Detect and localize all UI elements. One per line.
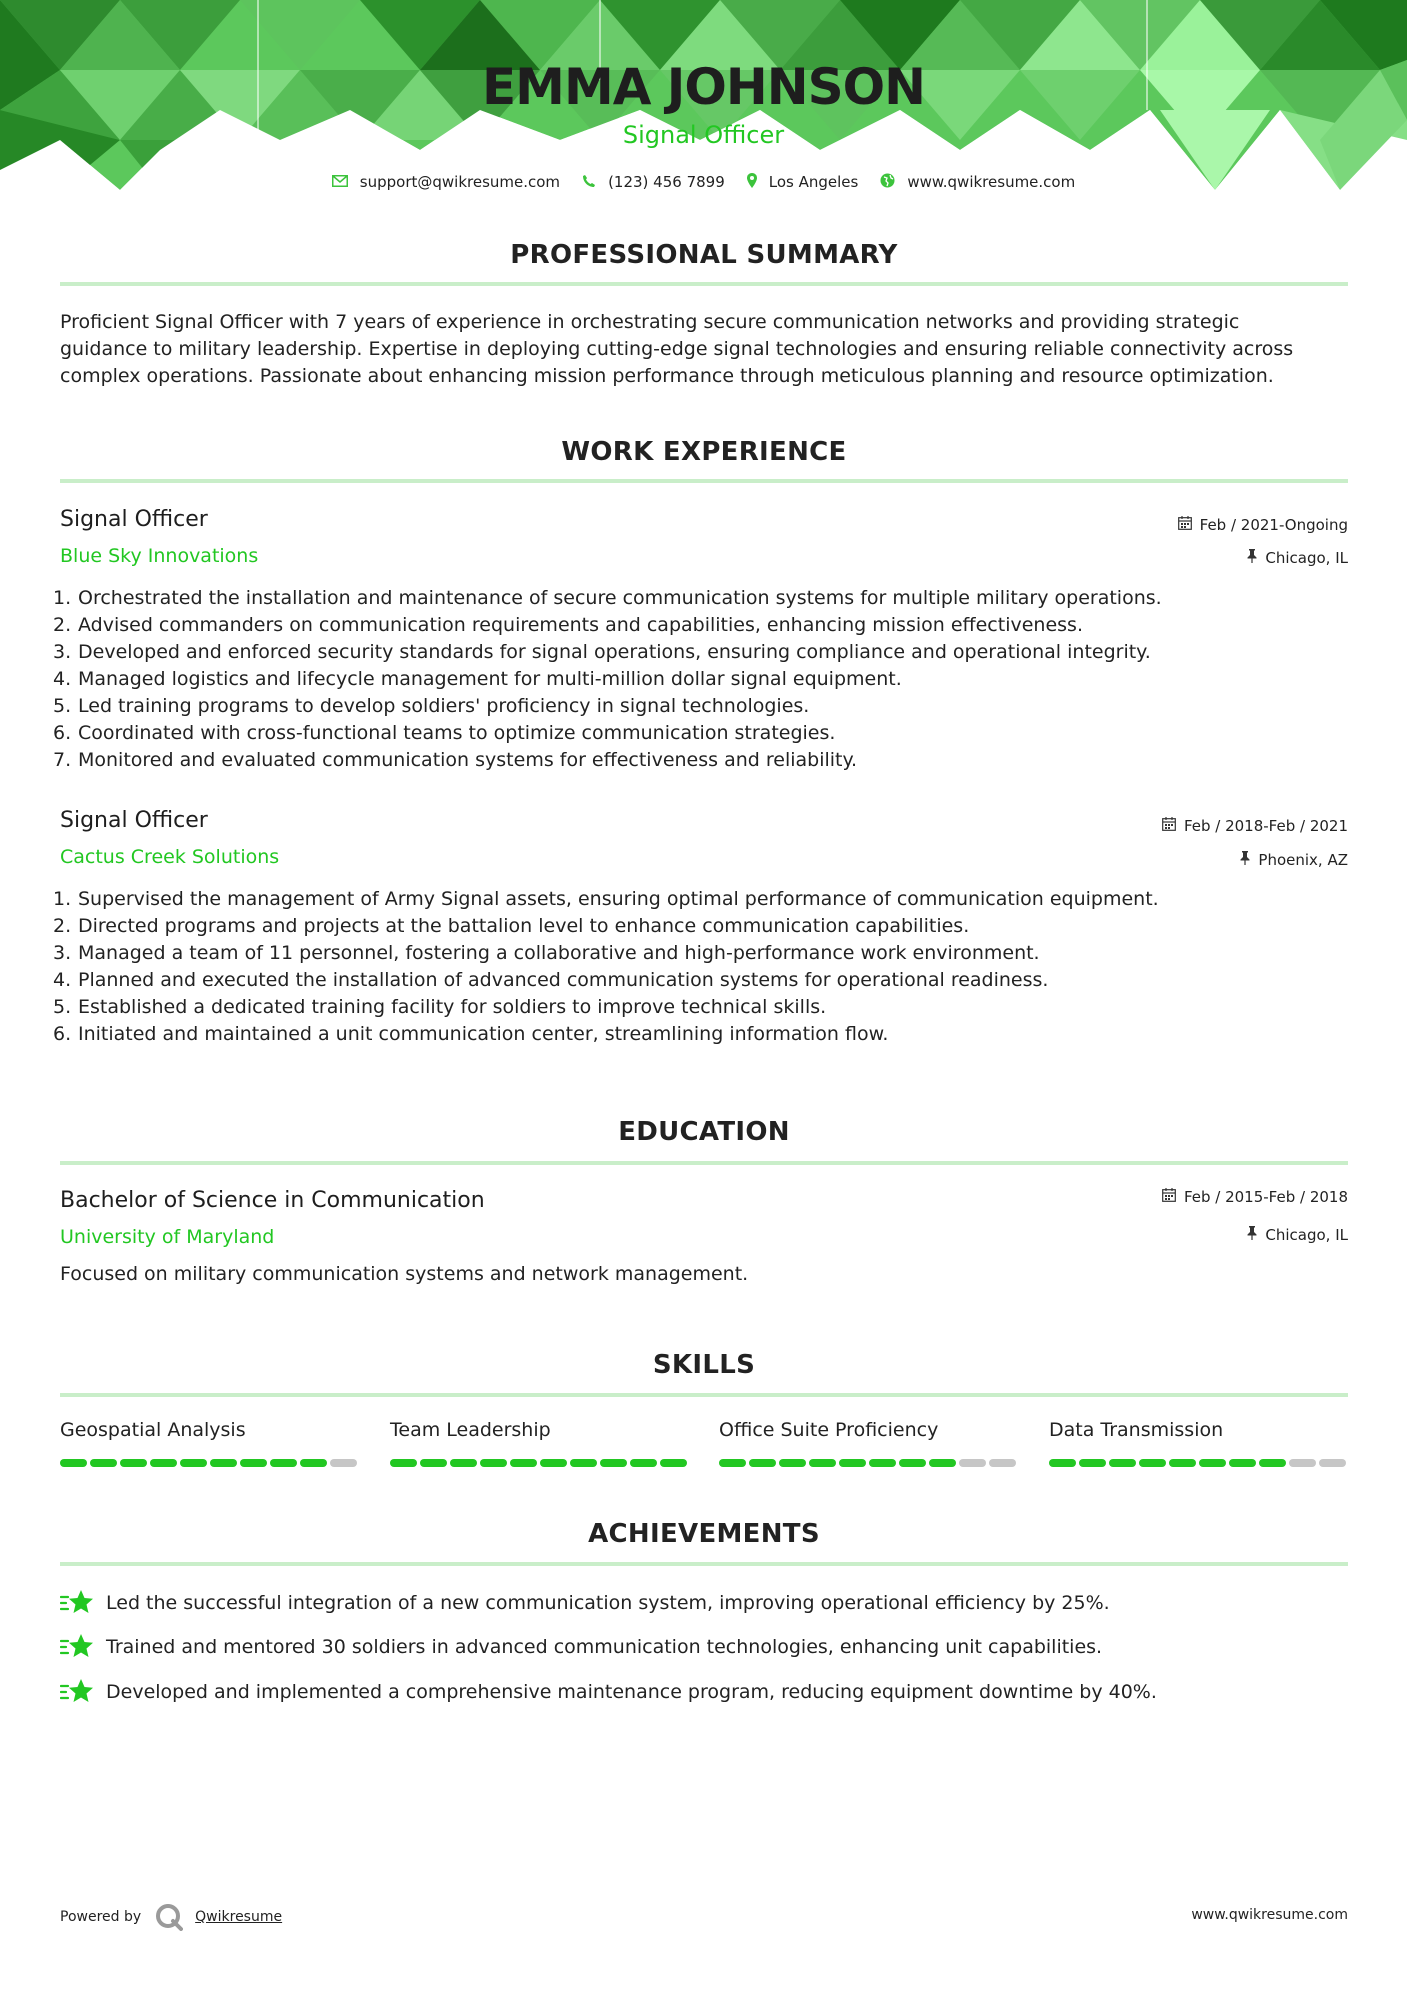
star-icon <box>60 1588 94 1618</box>
job-dates <box>1178 516 1348 534</box>
skill-segment-filled <box>300 1459 327 1467</box>
job-location <box>1247 549 1348 567</box>
degree-title: Bachelor of Science in Communication <box>60 1188 485 1213</box>
skill-level-bar <box>60 1459 360 1467</box>
skill-segment-filled <box>480 1459 507 1467</box>
skill-segment-filled <box>719 1459 746 1467</box>
summary-heading: PROFESSIONAL SUMMARY <box>510 240 898 270</box>
map-pin-icon <box>747 173 757 191</box>
job-title: Signal Officer <box>60 507 208 532</box>
skill-item <box>719 1419 1019 1441</box>
calendar-icon <box>1178 516 1192 534</box>
list-item: 2. Directed programs and projects at the battalion level to enhance communication capabilities. <box>53 915 970 937</box>
skill-segment-filled <box>150 1459 177 1467</box>
skill-segment-filled <box>899 1459 926 1467</box>
job-title: Signal Officer <box>60 808 208 833</box>
education-dates <box>1162 1188 1348 1206</box>
calendar-icon <box>1162 817 1176 835</box>
contact-website[interactable] <box>880 173 1075 191</box>
skill-segment-filled <box>240 1459 267 1467</box>
skill-segment-filled <box>420 1459 447 1467</box>
list-item: 5. Led training programs to develop soldiers' proficiency in signal technologies. <box>53 695 810 717</box>
skills-heading: SKILLS <box>652 1350 756 1380</box>
list-item: 3. Developed and enforced security standards for signal operations, ensuring compliance and operational integrity. <box>53 641 1151 663</box>
contact-bar <box>0 173 1407 191</box>
skill-segment-filled <box>510 1459 537 1467</box>
company-name: Cactus Creek Solutions <box>60 846 280 868</box>
list-item: 5. Established a dedicated training facility for soldiers to improve technical skills. <box>53 996 827 1018</box>
summary-line: guidance to military leadership. Expertise in deploying cutting-edge signal technologies and ensuring reliable connectivity across <box>60 338 1294 360</box>
job-dates-text: Feb / 2018-Feb / 2021 <box>1183 817 1348 835</box>
education-description: Focused on military communication systems and network management. <box>60 1263 749 1285</box>
skill-segment-filled <box>390 1459 417 1467</box>
skill-level-bar <box>1049 1459 1349 1467</box>
list-item: 1. Orchestrated the installation and maintenance of secure communication systems for multiple military operations. <box>53 587 1162 609</box>
powered-by-label: Powered by <box>60 1909 142 1925</box>
achievement-text: Trained and mentored 30 soldiers in advanced communication technologies, enhancing unit capabilities. <box>106 1636 1103 1658</box>
skills-divider <box>60 1393 1348 1397</box>
brand-link[interactable]: Qwikresume <box>195 1909 283 1925</box>
job-location-text: Chicago, IL <box>1265 549 1348 567</box>
skill-segment-filled <box>779 1459 806 1467</box>
skill-name: Team Leadership <box>390 1419 551 1441</box>
skill-segment-filled <box>809 1459 836 1467</box>
job-dates <box>1162 817 1348 835</box>
contact-email[interactable] <box>332 173 560 191</box>
footer-credit <box>60 1903 282 1931</box>
skill-segment-filled <box>450 1459 477 1467</box>
skill-segment-empty <box>1319 1459 1346 1467</box>
skill-segment-filled <box>90 1459 117 1467</box>
skill-segment-filled <box>1169 1459 1196 1467</box>
company-name: Blue Sky Innovations <box>60 545 259 567</box>
location-text: Los Angeles <box>768 173 859 191</box>
skill-item <box>1049 1419 1349 1441</box>
skill-segment-filled <box>839 1459 866 1467</box>
job-location <box>1240 851 1348 869</box>
experience-heading: WORK EXPERIENCE <box>561 437 847 467</box>
education-location-text: Chicago, IL <box>1265 1226 1348 1244</box>
summary-line: Proficient Signal Officer with 7 years of experience in orchestrating secure communication networks and providing strategic <box>60 311 1240 333</box>
education-dates-text: Feb / 2015-Feb / 2018 <box>1183 1188 1348 1206</box>
summary-line: complex operations. Passionate about enhancing mission performance through meticulous planning and resource optimization. <box>60 365 1274 387</box>
skill-segment-filled <box>60 1459 87 1467</box>
skill-segment-filled <box>929 1459 956 1467</box>
candidate-role: Signal Officer <box>622 121 785 149</box>
job-location-text: Phoenix, AZ <box>1258 851 1348 869</box>
skill-level-bar <box>719 1459 1019 1467</box>
contact-phone[interactable] <box>582 173 725 191</box>
pushpin-icon <box>1240 851 1250 869</box>
skill-segment-filled <box>660 1459 687 1467</box>
list-item: 4. Planned and executed the installation of advanced communication systems for operational readiness. <box>53 969 1049 991</box>
achievement-item <box>60 1588 1110 1618</box>
skill-segment-empty <box>330 1459 357 1467</box>
skill-name: Geospatial Analysis <box>60 1419 246 1441</box>
education-heading: EDUCATION <box>618 1117 790 1147</box>
achievement-text: Led the successful integration of a new communication system, improving operational efficiency by 25%. <box>106 1592 1110 1614</box>
achievements-divider <box>60 1562 1348 1566</box>
skill-segment-empty <box>989 1459 1016 1467</box>
candidate-name: EMMA JOHNSON <box>482 58 925 116</box>
phone-icon <box>582 174 596 191</box>
skill-segment-filled <box>749 1459 776 1467</box>
summary-divider <box>60 282 1348 286</box>
skill-segment-filled <box>600 1459 627 1467</box>
achievement-item <box>60 1632 1102 1662</box>
pushpin-icon <box>1247 549 1257 567</box>
skill-segment-filled <box>570 1459 597 1467</box>
experience-divider <box>60 479 1348 483</box>
skill-level-bar <box>390 1459 690 1467</box>
envelope-icon <box>332 175 348 190</box>
education-location <box>1247 1226 1348 1244</box>
skill-segment-filled <box>180 1459 207 1467</box>
job-duties-list <box>53 585 1353 774</box>
website-text: www.qwikresume.com <box>907 173 1076 191</box>
skill-segment-empty <box>1289 1459 1316 1467</box>
achievement-item <box>60 1677 1157 1707</box>
list-item: 1. Supervised the management of Army Signal assets, ensuring optimal performance of communication equipment. <box>53 888 1159 910</box>
skill-segment-filled <box>540 1459 567 1467</box>
skill-segment-filled <box>270 1459 297 1467</box>
list-item: 7. Monitored and evaluated communication systems for effectiveness and reliability. <box>53 749 858 771</box>
achievements-heading: ACHIEVEMENTS <box>588 1519 820 1549</box>
footer-website-link[interactable]: www.qwikresume.com <box>1191 1907 1348 1923</box>
skill-segment-filled <box>1139 1459 1166 1467</box>
star-icon <box>60 1677 94 1707</box>
skill-segment-filled <box>1049 1459 1076 1467</box>
skill-segment-filled <box>1229 1459 1256 1467</box>
globe-icon <box>880 173 895 191</box>
skill-segment-filled <box>1079 1459 1106 1467</box>
job-dates-text: Feb / 2021-Ongoing <box>1199 516 1348 534</box>
skill-segment-empty <box>959 1459 986 1467</box>
skill-name: Office Suite Proficiency <box>719 1419 939 1441</box>
skill-segment-filled <box>210 1459 237 1467</box>
achievement-text: Developed and implemented a comprehensive maintenance program, reducing equipment downtime by 40%. <box>106 1681 1157 1703</box>
list-item: 6. Initiated and maintained a unit communication center, streamlining information flow. <box>53 1023 889 1045</box>
skill-segment-filled <box>869 1459 896 1467</box>
phone-text: (123) 456 7899 <box>608 173 725 191</box>
skill-item <box>390 1419 690 1441</box>
list-item: 2. Advised commanders on communication requirements and capabilities, enhancing mission effectiveness. <box>53 614 1083 636</box>
skill-segment-filled <box>1259 1459 1286 1467</box>
job-duties-list <box>53 886 1353 1048</box>
contact-location <box>747 173 859 191</box>
email-text: support@qwikresume.com <box>359 173 561 191</box>
skill-item <box>60 1419 360 1441</box>
skill-name: Data Transmission <box>1049 1419 1224 1441</box>
school-name: University of Maryland <box>60 1226 275 1248</box>
skill-segment-filled <box>1109 1459 1136 1467</box>
list-item: 4. Managed logistics and lifecycle management for multi-million dollar signal equipment. <box>53 668 902 690</box>
education-divider <box>60 1161 1348 1165</box>
list-item: 3. Managed a team of 11 personnel, fostering a collaborative and high-performance work environment. <box>53 942 1040 964</box>
star-icon <box>60 1632 94 1662</box>
skill-segment-filled <box>1199 1459 1226 1467</box>
skill-segment-filled <box>630 1459 657 1467</box>
list-item: 6. Coordinated with cross-functional teams to optimize communication strategies. <box>53 722 836 744</box>
skill-segment-filled <box>120 1459 147 1467</box>
pushpin-icon <box>1247 1226 1257 1244</box>
calendar-icon <box>1162 1188 1176 1206</box>
qwikresume-logo-icon <box>155 1903 183 1931</box>
summary-text <box>60 309 1350 390</box>
